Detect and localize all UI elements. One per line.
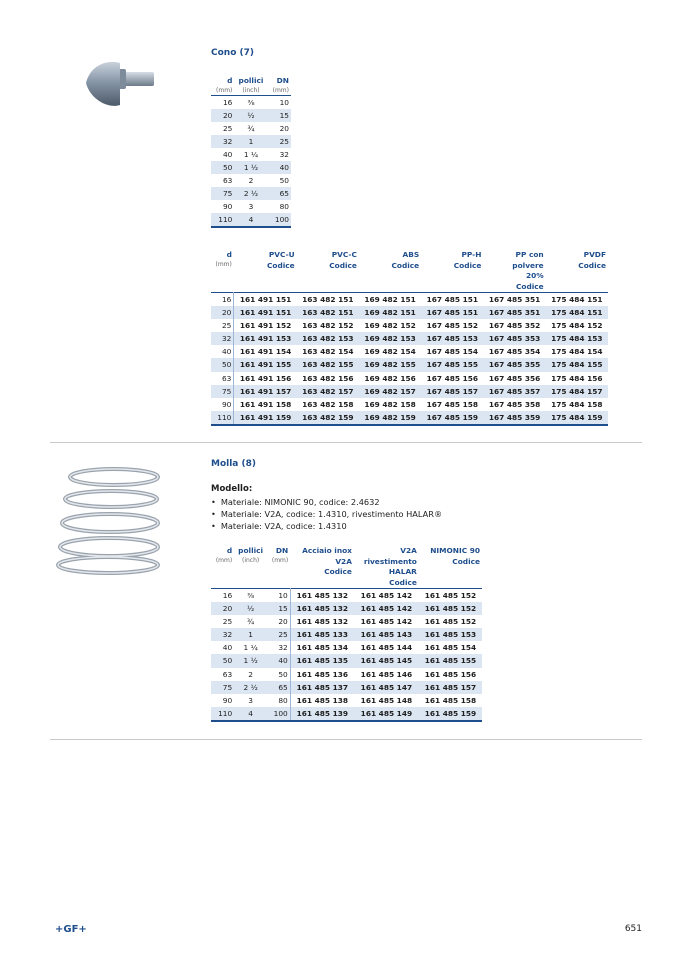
cono-codes-table — [211, 250, 608, 426]
cono-title: Cono (7) — [211, 48, 255, 58]
col-header: Acciaio inox V2A Codice — [302, 546, 352, 576]
table-cell: 161 491 155 — [234, 358, 297, 371]
page-number: 651 — [624, 924, 642, 934]
table-row — [211, 174, 291, 187]
table-cell: 175 484 157 — [546, 385, 608, 398]
table-cell: 16 — [211, 95, 234, 109]
table-cell: 2 ½ — [234, 681, 267, 694]
table-cell: 75 — [211, 681, 234, 694]
table-row — [211, 654, 482, 667]
table-cell: 32 — [211, 135, 234, 148]
table-cell: ¾ — [247, 617, 255, 627]
material-item: • Materiale: V2A, codice: 1.4310, rivestimento HALAR® — [211, 508, 442, 520]
col-header: d (mm) — [215, 250, 232, 268]
table-cell: 167 485 157 — [421, 385, 483, 398]
col-header-dn: DN (mm) — [272, 76, 289, 94]
table-row — [211, 615, 482, 628]
table-row — [211, 293, 608, 307]
table-cell: 161 485 146 — [360, 669, 413, 679]
table-cell: 163 482 155 — [297, 358, 359, 371]
table-cell: 63 — [222, 176, 233, 186]
table-cell: 175 484 151 — [546, 293, 608, 307]
table-cell: 2 ½ — [234, 187, 267, 200]
table-cell: 50 — [211, 358, 234, 371]
divider-top — [50, 442, 642, 443]
table-cell: 167 485 356 — [488, 373, 541, 383]
table-cell: 10 — [268, 95, 291, 109]
table-cell: 161 491 151 — [234, 306, 297, 319]
table-cell: ¾ — [247, 123, 255, 133]
table-cell: 167 485 352 — [488, 321, 541, 331]
table-cell: 175 484 156 — [551, 373, 603, 383]
table-cell: 161 491 152 — [239, 321, 292, 331]
table-cell: 163 482 151 — [297, 293, 359, 307]
table-cell: 161 485 156 — [424, 669, 477, 679]
table-cell: 167 485 355 — [483, 358, 545, 371]
col-header: PVDF Codice — [578, 250, 606, 270]
table-cell: 40 — [211, 345, 234, 358]
table-cell: 161 485 153 — [419, 628, 482, 641]
table-cell: 167 485 152 — [426, 321, 479, 331]
table-row — [211, 628, 482, 641]
table-cell: 1 ¼ — [243, 643, 258, 653]
table-cell: 40 — [222, 149, 233, 159]
table-cell: 161 485 148 — [360, 695, 413, 705]
table-cell: 167 485 153 — [421, 332, 483, 345]
table-row — [211, 589, 482, 603]
table-cell: 2 — [248, 669, 253, 679]
table-cell: 161 491 159 — [234, 411, 297, 425]
table-cell: 161 485 152 — [419, 589, 482, 603]
table-cell: 90 — [222, 202, 233, 212]
table-cell: 167 485 357 — [483, 385, 545, 398]
table-row — [211, 187, 291, 200]
table-cell: 161 491 151 — [234, 293, 297, 307]
table-cell: 161 491 157 — [234, 385, 297, 398]
table-cell: 3 — [248, 202, 254, 212]
table-row — [211, 681, 482, 694]
table-cell: 4 — [234, 213, 267, 227]
table-cell: 32 — [279, 149, 289, 159]
spring-illustration — [54, 465, 166, 577]
gf-logo: +GF+ — [55, 924, 87, 935]
col-header: DN (mm) — [271, 546, 289, 564]
table-cell: 163 482 159 — [297, 411, 359, 425]
table-cell: 161 485 139 — [290, 707, 354, 721]
table-row — [211, 109, 291, 122]
table-cell: 161 485 158 — [424, 695, 477, 705]
material-list — [211, 496, 442, 532]
table-cell: 90 — [211, 398, 234, 411]
cone-illustration — [80, 55, 160, 115]
table-cell: 169 482 158 — [364, 399, 416, 409]
col-header: NIMONIC 90 Codice — [430, 546, 480, 566]
table-cell: 167 485 155 — [421, 358, 483, 371]
table-cell: 163 482 158 — [302, 399, 354, 409]
table-cell: 169 482 155 — [359, 358, 421, 371]
table-cell: 167 485 354 — [488, 347, 541, 357]
table-row — [211, 358, 608, 371]
table-cell: 161 491 158 — [239, 399, 292, 409]
table-cell: 161 485 132 — [290, 602, 354, 615]
table-cell: 167 485 154 — [426, 347, 479, 357]
table-cell: 32 — [267, 641, 290, 654]
table-row — [211, 385, 608, 398]
table-cell: 4 — [234, 707, 267, 721]
col-header: V2A rivestimento HALAR Codice — [363, 546, 417, 587]
table-cell: 163 482 154 — [302, 347, 354, 357]
table-cell: 161 485 142 — [354, 602, 419, 615]
table-cell: 167 485 151 — [421, 293, 483, 307]
table-cell: 25 — [268, 135, 291, 148]
table-cell: 161 485 132 — [290, 589, 354, 603]
table-cell: 25 — [222, 123, 233, 133]
table-cell: ½ — [234, 109, 267, 122]
table-cell: 161 491 156 — [239, 373, 292, 383]
table-row — [211, 122, 291, 135]
col-header: ABS Codice — [391, 250, 420, 270]
table-cell: 25 — [267, 628, 290, 641]
table-cell: 175 484 155 — [546, 358, 608, 371]
table-cell: 50 — [267, 668, 290, 681]
table-cell: 20 — [279, 123, 289, 133]
table-cell: 1 ½ — [234, 161, 267, 174]
table-row — [211, 95, 291, 109]
table-cell: 1 — [234, 135, 267, 148]
material-item: • Materiale: NIMONIC 90, codice: 2.4632 — [211, 496, 442, 508]
table-row — [211, 641, 482, 654]
table-cell: 161 485 154 — [424, 643, 477, 653]
table-cell: 20 — [267, 615, 290, 628]
table-cell: 169 482 152 — [364, 321, 416, 331]
table-row — [211, 372, 608, 385]
table-cell: 161 485 157 — [419, 681, 482, 694]
table-cell: 16 — [211, 589, 234, 603]
table-cell: 1 ¼ — [243, 149, 259, 159]
molla-table — [211, 546, 482, 722]
col-header-pollici: pollici (inch) — [238, 76, 264, 94]
table-cell: 50 — [211, 654, 234, 667]
table-cell: 40 — [222, 643, 233, 653]
table-cell: 25 — [211, 319, 234, 332]
table-cell: 167 485 353 — [483, 332, 545, 345]
table-cell: 161 485 149 — [354, 707, 419, 721]
col-header: PP-H Codice — [453, 250, 482, 270]
table-cell: 161 485 147 — [354, 681, 419, 694]
table-cell: 161 485 137 — [290, 681, 354, 694]
table-row — [211, 319, 608, 332]
table-row — [211, 398, 608, 411]
table-cell: 110 — [211, 411, 234, 425]
table-cell: 63 — [211, 372, 234, 385]
table-cell: 10 — [267, 589, 290, 603]
table-cell: 161 485 143 — [354, 628, 419, 641]
col-header: PVC-C Codice — [329, 250, 357, 270]
table-cell: 16 — [211, 293, 234, 307]
table-row — [211, 668, 482, 681]
table-cell: 161 485 133 — [290, 628, 354, 641]
table-cell: 50 — [211, 161, 234, 174]
table-row — [211, 213, 291, 227]
table-cell: 32 — [211, 628, 234, 641]
table-row — [211, 411, 608, 425]
table-cell: 50 — [279, 176, 289, 186]
col-header: pollici (inch) — [238, 546, 264, 564]
table-cell: 167 485 359 — [483, 411, 545, 425]
table-cell: 167 485 351 — [483, 306, 545, 319]
col-header: PP con polvere 20% Codice — [512, 250, 544, 291]
col-header-d: d (mm) — [216, 76, 233, 94]
table-row — [211, 345, 608, 358]
table-cell: 161 485 142 — [354, 589, 419, 603]
table-cell: 169 482 156 — [364, 373, 416, 383]
table-cell: 161 491 154 — [239, 347, 292, 357]
table-cell: 110 — [211, 213, 234, 227]
model-label: Modello: — [211, 484, 253, 494]
divider-bottom — [50, 739, 642, 740]
table-cell: 161 485 142 — [360, 617, 413, 627]
table-cell: 40 — [268, 161, 291, 174]
table-cell: 15 — [267, 602, 290, 615]
table-cell: 163 482 151 — [297, 306, 359, 319]
table-cell: 100 — [267, 707, 290, 721]
table-cell: 2 — [248, 176, 254, 186]
table-cell: 161 485 132 — [296, 617, 349, 627]
table-cell: 175 484 153 — [546, 332, 608, 345]
molla-title: Molla (8) — [211, 459, 257, 469]
table-cell: 175 484 159 — [546, 411, 608, 425]
table-row — [211, 707, 482, 721]
table-cell: 161 485 159 — [419, 707, 482, 721]
table-cell: 169 482 151 — [359, 293, 421, 307]
table-cell: 20 — [211, 602, 234, 615]
table-cell: 175 484 151 — [546, 306, 608, 319]
material-item: • Materiale: V2A, codice: 1.4310 — [211, 520, 442, 532]
table-cell: 161 485 152 — [419, 602, 482, 615]
table-cell: 161 485 145 — [354, 654, 419, 667]
table-row — [211, 135, 291, 148]
table-cell: 161 485 134 — [296, 643, 349, 653]
table-cell: 161 491 153 — [234, 332, 297, 345]
table-cell: 163 482 152 — [302, 321, 354, 331]
table-cell: 167 485 151 — [421, 306, 483, 319]
table-cell: 167 485 158 — [426, 399, 479, 409]
table-cell: 175 484 158 — [551, 399, 603, 409]
table-row — [211, 694, 482, 707]
table-cell: 169 482 153 — [359, 332, 421, 345]
table-cell: 169 482 157 — [359, 385, 421, 398]
table-row — [211, 200, 291, 213]
table-cell: 40 — [267, 654, 290, 667]
table-row — [211, 161, 291, 174]
col-header: PVC-U Codice — [266, 250, 295, 270]
cono-dimensions-table — [211, 76, 291, 228]
table-cell: 161 485 136 — [296, 669, 349, 679]
table-cell: 167 485 156 — [426, 373, 479, 383]
table-cell: 161 485 135 — [290, 654, 354, 667]
table-cell: 32 — [211, 332, 234, 345]
table-cell: 167 485 159 — [421, 411, 483, 425]
table-cell: 161 485 155 — [419, 654, 482, 667]
table-cell: 163 482 153 — [297, 332, 359, 345]
table-cell: 65 — [267, 681, 290, 694]
table-cell: 20 — [211, 306, 234, 319]
table-cell: 175 484 154 — [551, 347, 603, 357]
table-cell: 90 — [222, 695, 233, 705]
table-cell: ⅜ — [234, 95, 267, 109]
table-row — [211, 332, 608, 345]
table-cell: 175 484 152 — [551, 321, 603, 331]
table-cell: 161 485 152 — [424, 617, 477, 627]
table-cell: 3 — [248, 695, 253, 705]
table-cell: 25 — [222, 617, 233, 627]
table-cell: 1 ½ — [234, 654, 267, 667]
table-row — [211, 148, 291, 161]
table-cell: 163 482 156 — [302, 373, 354, 383]
col-header: d (mm) — [215, 546, 233, 564]
table-cell: ⅜ — [234, 589, 267, 603]
table-cell: 169 482 154 — [364, 347, 416, 357]
table-row — [211, 602, 482, 615]
table-row — [211, 306, 608, 319]
table-cell: 75 — [211, 187, 234, 200]
table-cell: 1 — [234, 628, 267, 641]
table-cell: 20 — [211, 109, 234, 122]
table-cell: 167 485 351 — [483, 293, 545, 307]
table-cell: 110 — [211, 707, 234, 721]
table-cell: 80 — [279, 202, 289, 212]
table-cell: ½ — [234, 602, 267, 615]
table-cell: 169 482 159 — [359, 411, 421, 425]
table-cell: 75 — [211, 385, 234, 398]
table-cell: 65 — [268, 187, 291, 200]
table-cell: 100 — [268, 213, 291, 227]
table-cell: 167 485 358 — [488, 399, 541, 409]
table-cell: 169 482 151 — [359, 306, 421, 319]
table-cell: 63 — [222, 669, 233, 679]
table-cell: 15 — [268, 109, 291, 122]
table-cell: 80 — [267, 694, 290, 707]
table-cell: 161 485 144 — [360, 643, 413, 653]
table-cell: 163 482 157 — [297, 385, 359, 398]
table-cell: 161 485 138 — [296, 695, 349, 705]
